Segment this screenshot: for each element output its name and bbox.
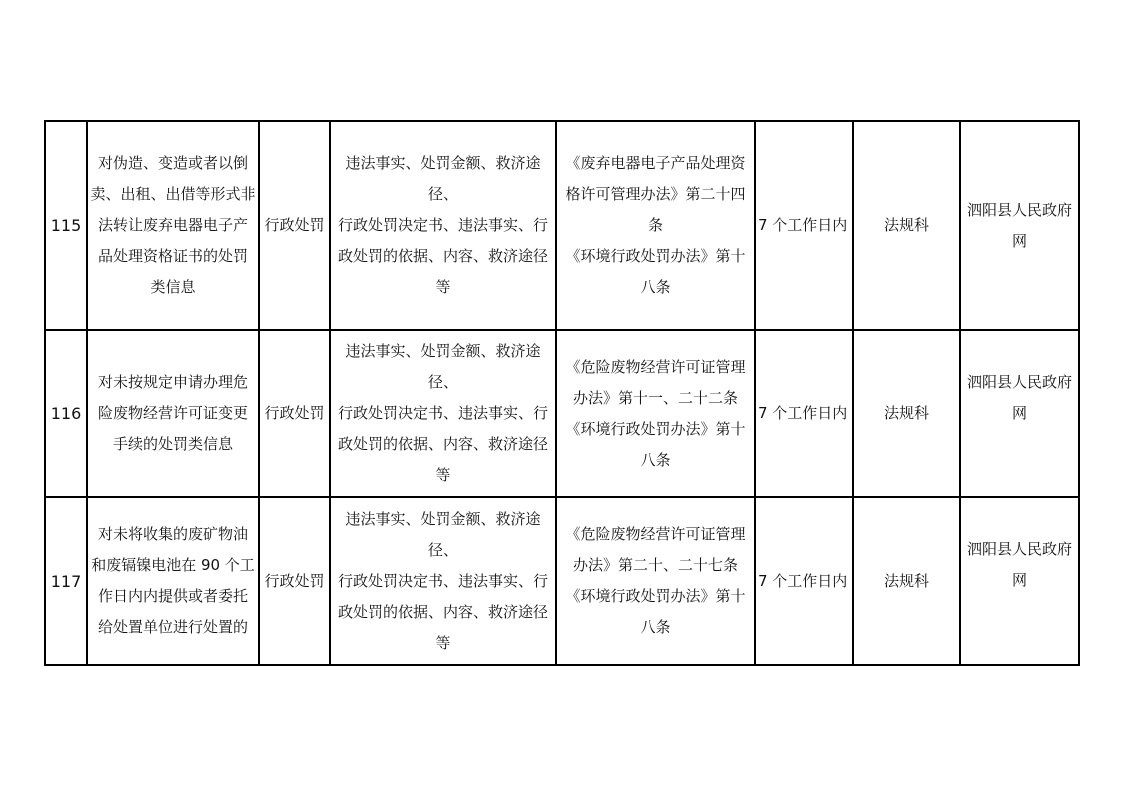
item-line: 品处理资格证书的处罚 <box>97 247 248 265</box>
row-number: 115 <box>45 121 87 330</box>
channel-line: 泗阳县人民政府 <box>966 200 1072 219</box>
basis-cell <box>556 330 755 497</box>
basis-line: 条 <box>647 216 663 234</box>
time-limit-cell: 7 个工作日内 <box>755 497 853 665</box>
category-cell: 行政处罚 <box>259 497 330 665</box>
content-line: 违法事实、处罚金额、救济途径、 <box>345 509 541 559</box>
time-limit-cell: 7 个工作日内 <box>755 330 853 497</box>
basis-line: 八条 <box>640 278 671 296</box>
item-line: 险废物经营许可证变更 <box>97 404 248 422</box>
basis-line: 《废弃电器电子产品处理资 <box>565 154 746 172</box>
item-line: 和废镉镍电池在 90 个工 <box>91 556 255 574</box>
channel-line: 泗阳县人民政府 <box>966 540 1072 558</box>
basis-line: 《环境行政处罚办法》第十 <box>565 587 746 605</box>
item-name-cell <box>87 497 259 665</box>
item-line: 作日内内提供或者委托 <box>97 587 248 605</box>
item-name-cell <box>87 330 259 497</box>
disclosure-table <box>44 120 1080 666</box>
department-cell: 法规科 <box>853 497 960 665</box>
table-row-115 <box>45 121 1079 330</box>
basis-cell <box>556 497 755 665</box>
basis-line: 八条 <box>640 450 671 469</box>
row-number: 116 <box>45 330 87 497</box>
content-line: 违法事实、处罚金额、救济途径、 <box>345 154 541 203</box>
content-line: 政处罚的依据、内容、救济途径 <box>337 247 548 265</box>
department-cell: 法规科 <box>853 330 960 497</box>
item-line: 对伪造、变造或者以倒 <box>97 154 248 172</box>
basis-line: 八条 <box>640 618 671 636</box>
item-name-cell <box>87 121 259 330</box>
content-line: 等 <box>435 633 451 652</box>
basis-cell <box>556 121 755 330</box>
row-number: 117 <box>45 497 87 665</box>
channel-cell <box>960 497 1079 665</box>
item-line: 类信息 <box>150 278 196 296</box>
basis-line: 办法》第二十、二十七条 <box>572 556 738 574</box>
basis-line: 《环境行政处罚办法》第十 <box>565 419 746 438</box>
channel-line: 网 <box>1011 571 1027 589</box>
department-cell: 法规科 <box>853 121 960 330</box>
content-line: 等 <box>435 278 451 296</box>
channel-cell <box>960 121 1079 330</box>
content-line: 等 <box>435 466 451 484</box>
basis-line: 《环境行政处罚办法》第十 <box>565 247 746 265</box>
item-line: 对未将收集的废矿物油 <box>97 525 248 543</box>
basis-line: 格许可管理办法》第二十四 <box>565 185 746 203</box>
item-line: 给处置单位进行处置的 <box>97 618 248 636</box>
item-line: 卖、出租、出借等形式非 <box>90 185 256 203</box>
content-cell <box>330 121 556 330</box>
content-cell <box>330 330 556 497</box>
item-line: 手续的处罚类信息 <box>112 435 233 453</box>
category-cell: 行政处罚 <box>259 121 330 330</box>
channel-cell <box>960 330 1079 497</box>
content-line: 行政处罚决定书、违法事实、行 <box>337 571 548 590</box>
channel-line: 泗阳县人民政府 <box>966 373 1072 391</box>
content-line: 政处罚的依据、内容、救济途径 <box>337 435 548 453</box>
category-cell: 行政处罚 <box>259 330 330 497</box>
time-limit-cell: 7 个工作日内 <box>755 121 853 330</box>
basis-line: 办法》第十一、二十二条 <box>572 388 738 407</box>
channel-line: 网 <box>1011 231 1027 250</box>
table-row-116 <box>45 330 1079 497</box>
channel-line: 网 <box>1011 404 1027 422</box>
basis-line: 《危险废物经营许可证管理 <box>565 357 746 376</box>
item-line: 对未按规定申请办理危 <box>97 373 248 391</box>
content-cell <box>330 497 556 665</box>
basis-line: 《危险废物经营许可证管理 <box>565 525 746 543</box>
content-line: 政处罚的依据、内容、救济途径 <box>337 602 548 621</box>
content-line: 违法事实、处罚金额、救济途径、 <box>345 342 541 391</box>
item-line: 法转让废弃电器电子产 <box>97 216 248 234</box>
content-line: 行政处罚决定书、违法事实、行 <box>337 404 548 422</box>
content-line: 行政处罚决定书、违法事实、行 <box>337 216 548 234</box>
table-row-117 <box>45 497 1079 665</box>
